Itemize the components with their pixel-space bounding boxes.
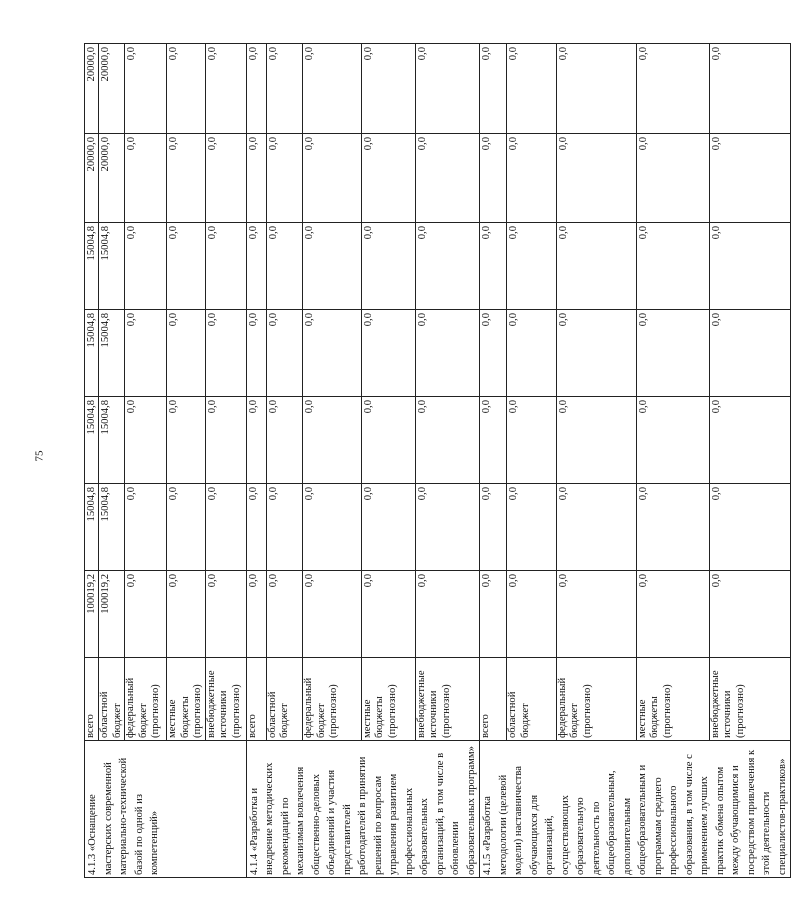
amount-cell: 0,0 [303,571,362,658]
amount-cell: 0,0 [125,310,167,397]
amount-cell: 0,0 [636,484,709,571]
funding-source-cell: всего [246,658,266,741]
amount-cell: 0,0 [709,44,791,134]
amount-cell: 0,0 [167,397,206,484]
funding-table [84,43,791,878]
amount-cell: 0,0 [205,484,246,571]
amount-cell: 0,0 [205,397,246,484]
amount-cell: 0,0 [709,484,791,571]
amount-cell: 0,0 [480,571,507,658]
amount-cell: 0,0 [636,44,709,134]
amount-cell: 15004,8 [99,397,125,484]
amount-cell: 15004,8 [99,484,125,571]
amount-cell: 0,0 [556,397,636,484]
amount-cell: 0,0 [246,310,266,397]
task-cell: 4.1.3 «Оснащение мастерских современной материально-технической базой по одной из компетенций» [85,741,247,878]
amount-cell: 0,0 [415,223,479,310]
amount-cell: 20000,0 [85,44,99,134]
amount-cell: 0,0 [205,44,246,134]
amount-cell: 15004,8 [85,223,99,310]
amount-cell: 0,0 [507,44,556,134]
table-row [246,44,266,878]
amount-cell: 0,0 [415,134,479,223]
amount-cell: 0,0 [709,134,791,223]
funding-source-cell: внебюджетные источники (прогнозно) [415,658,479,741]
amount-cell: 0,0 [167,310,206,397]
amount-cell: 0,0 [205,310,246,397]
amount-cell: 0,0 [246,571,266,658]
amount-cell: 0,0 [303,134,362,223]
table-body [85,44,791,878]
amount-cell: 0,0 [266,397,302,484]
funding-source-cell: областной бюджет [99,658,125,741]
funding-source-cell: всего [480,658,507,741]
amount-cell: 0,0 [507,223,556,310]
amount-cell: 0,0 [636,397,709,484]
amount-cell: 0,0 [167,134,206,223]
amount-cell: 0,0 [709,223,791,310]
funding-source-cell: федеральный бюджет (прогнозно) [556,658,636,741]
amount-cell: 0,0 [303,310,362,397]
amount-cell: 15004,8 [85,397,99,484]
amount-cell: 100019,2 [99,571,125,658]
amount-cell: 0,0 [361,223,415,310]
amount-cell: 0,0 [556,571,636,658]
amount-cell: 0,0 [556,223,636,310]
amount-cell: 0,0 [415,397,479,484]
rotated-table-wrapper [84,44,788,878]
funding-source-cell: местные бюджеты (прогнозно) [361,658,415,741]
amount-cell: 0,0 [636,134,709,223]
funding-source-cell: внебюджетные источники (прогнозно) [709,658,791,741]
funding-source-cell: областной бюджет [266,658,302,741]
table-row [85,44,99,878]
amount-cell: 0,0 [556,134,636,223]
amount-cell: 20000,0 [85,134,99,223]
amount-cell: 0,0 [246,484,266,571]
amount-cell: 0,0 [205,571,246,658]
amount-cell: 0,0 [125,484,167,571]
amount-cell: 0,0 [266,223,302,310]
amount-cell: 0,0 [480,134,507,223]
amount-cell: 0,0 [266,484,302,571]
amount-cell: 20000,0 [99,134,125,223]
amount-cell: 0,0 [507,310,556,397]
amount-cell: 15004,8 [85,310,99,397]
amount-cell: 0,0 [480,44,507,134]
amount-cell: 0,0 [246,397,266,484]
funding-source-cell: местные бюджеты (прогнозно) [167,658,206,741]
funding-source-cell: федеральный бюджет (прогнозно) [125,658,167,741]
amount-cell: 0,0 [709,397,791,484]
amount-cell: 0,0 [361,310,415,397]
funding-source-cell: внебюджетные источники (прогнозно) [205,658,246,741]
amount-cell: 0,0 [507,484,556,571]
amount-cell: 0,0 [480,397,507,484]
amount-cell: 0,0 [303,397,362,484]
amount-cell: 0,0 [266,571,302,658]
amount-cell: 0,0 [636,571,709,658]
amount-cell: 0,0 [556,44,636,134]
amount-cell: 0,0 [709,310,791,397]
task-cell: 4.1.4 «Разработка и внедрение методических рекомендаций по механизмам вовлечения общественно-деловых объединений и участия представителей работодателей в принятии решений по вопросам управления развитием профессиональных образовательных организаций, в том числе в обновлении образовательных программ» [246,741,480,878]
amount-cell: 0,0 [361,134,415,223]
amount-cell: 0,0 [556,310,636,397]
amount-cell: 0,0 [167,571,206,658]
amount-cell: 0,0 [415,310,479,397]
amount-cell: 0,0 [303,484,362,571]
amount-cell: 0,0 [507,571,556,658]
funding-source-cell: местные бюджеты (прогнозно) [636,658,709,741]
amount-cell: 0,0 [205,223,246,310]
amount-cell: 0,0 [507,397,556,484]
amount-cell: 0,0 [167,223,206,310]
amount-cell: 0,0 [480,223,507,310]
amount-cell: 0,0 [303,223,362,310]
amount-cell: 0,0 [480,484,507,571]
table-row [480,44,507,878]
amount-cell: 0,0 [636,310,709,397]
amount-cell: 0,0 [125,44,167,134]
amount-cell: 0,0 [125,134,167,223]
task-cell: 4.1.5 «Разработка методологии (целевой модели) наставничества обучающихся для организаций, осуществляющих образовательную деятельность по общеобразовательным, дополнительным общеобразовательным и программам среднего профессионального образования, в том числе с применением лучших практик обмена опытом между обучающимися и посредством привлечения к этой деятельности специалистов-практиков» [480,741,791,878]
funding-source-cell: всего [85,658,99,741]
amount-cell: 0,0 [246,134,266,223]
amount-cell: 0,0 [361,484,415,571]
amount-cell: 20000,0 [99,44,125,134]
amount-cell: 0,0 [361,44,415,134]
amount-cell: 0,0 [507,134,556,223]
amount-cell: 0,0 [361,571,415,658]
amount-cell: 0,0 [415,571,479,658]
amount-cell: 15004,8 [85,484,99,571]
amount-cell: 0,0 [205,134,246,223]
funding-source-cell: федеральный бюджет (прогнозно) [303,658,362,741]
page-number: 75 [33,450,46,462]
amount-cell: 0,0 [125,223,167,310]
amount-cell: 0,0 [480,310,507,397]
amount-cell: 0,0 [266,310,302,397]
amount-cell: 0,0 [266,44,302,134]
amount-cell: 15004,8 [99,223,125,310]
amount-cell: 0,0 [167,44,206,134]
amount-cell: 0,0 [303,44,362,134]
amount-cell: 0,0 [167,484,206,571]
amount-cell: 100019,2 [85,571,99,658]
amount-cell: 0,0 [266,134,302,223]
amount-cell: 0,0 [246,223,266,310]
amount-cell: 15004,8 [99,310,125,397]
amount-cell: 0,0 [709,571,791,658]
amount-cell: 0,0 [246,44,266,134]
amount-cell: 0,0 [125,397,167,484]
amount-cell: 0,0 [556,484,636,571]
amount-cell: 0,0 [415,484,479,571]
amount-cell: 0,0 [415,44,479,134]
amount-cell: 0,0 [125,571,167,658]
amount-cell: 0,0 [361,397,415,484]
amount-cell: 0,0 [636,223,709,310]
funding-source-cell: областной бюджет [507,658,556,741]
